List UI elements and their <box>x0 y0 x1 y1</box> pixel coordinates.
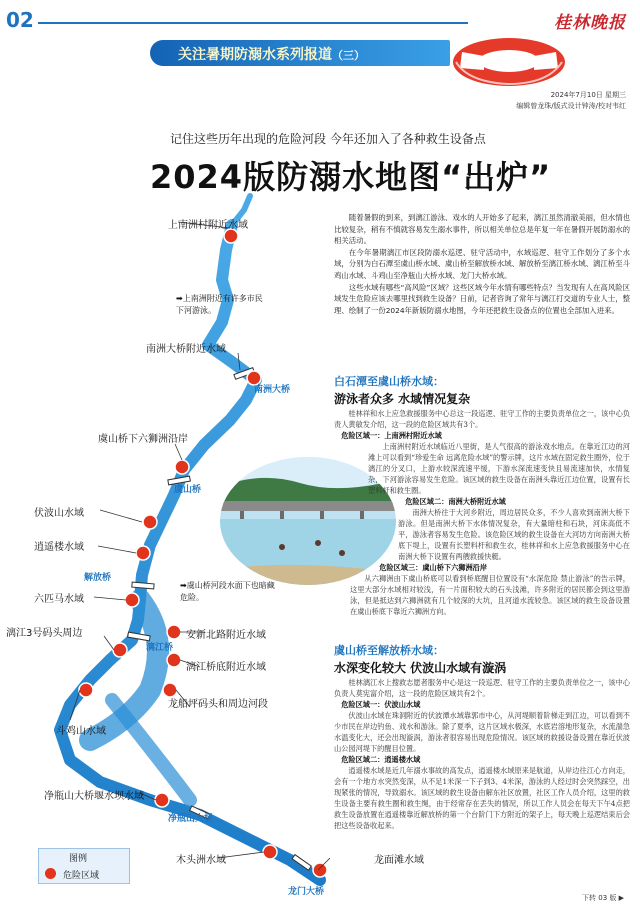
section1-subheading: 游泳者众多 水域情况复杂 <box>334 392 471 406</box>
series-number: （三） <box>332 49 365 62</box>
editor-credits: 编辑曾龙珠/版式设计钟涛/校对韦红 <box>516 102 626 110</box>
section2-lead: 桂林漓江水上搜救志愿者服务中心是这一段巡逻、驻守工作的主要负责单位之一，该中心负责人莫宪富介绍，这一段的危险区域共有2个。 <box>334 678 630 698</box>
photo-swimmers-image <box>0 170 162 318</box>
label-wharf3: 漓江3号码头周边 <box>6 628 83 639</box>
label-shangnanzhou: 上南洲村附近水域 <box>168 220 248 231</box>
section1-lead: 桂林祥和水上应急救援服务中心总这一段巡逻、驻守工作的主要负责单位之一，该中心负责人黄敏发介绍，这一段的危险区域共有3个。 <box>334 409 630 429</box>
danger-dot-icon <box>45 868 56 879</box>
caption-top-photo: ➡上南洲附近有许多市民下河游泳。 <box>176 294 263 315</box>
legend-title: 图例 <box>69 854 88 864</box>
caption-top-text: 上南洲附近有许多市民下河游泳。 <box>176 294 263 315</box>
bridge-lijiang: 漓江桥 <box>146 643 174 653</box>
zone-title: 危险区域一：伏波山水域 <box>341 700 421 709</box>
next-page-text: 下转 03 版 <box>582 894 617 902</box>
newspaper-logo: 桂林晚报 <box>554 13 626 33</box>
section2-body <box>334 677 630 831</box>
label-liushizhou: 虞山桥下六狮洲沿岸 <box>98 434 188 445</box>
intro-paragraph: 随着暑假的到来，到漓江游泳、戏水的人开始多了起来，漓江虽然清澈美丽，但水情也比较复杂，稍有不慎就容易发生溺水事件，所以相关单位总是年复一年在暑假开展防溺水的相关活动。 <box>334 213 630 246</box>
map-legend <box>38 848 130 884</box>
danger-marker <box>167 625 181 639</box>
zone-text: 从六狮洲由下虞山桥底可以看到桥底醒目位置设有“水深危险 禁止游泳”的告示牌，这里大部分水域相对较浅，有一片面积较大的石头浅滩，许多附近的居民都会到这里游泳，但是抵达到六狮洲就有几个较深的大坑，且河道水流较急。该区域的救生设备设置在虞山桥底下靠近六狮洲方向。 <box>350 574 630 616</box>
intro-paragraph: 这些水域有哪些“高风险”区域？这些区域今年水情有哪些特点？当发现有人在高风险区域发生危险应该去哪里找到救生设备？日前，记者咨询了常年与漓江打交道的专业人士，整理、绘制了一份2024年新版防溺水地图，今年还把救生设备点的位置也全部加入进来。 <box>334 282 630 315</box>
label-jingpingshan-dam: 净瓶山大桥堰水坝水域 <box>44 791 144 802</box>
intro-text <box>334 212 630 316</box>
label-lijiang-bridge-area: 漓江桥底附近水域 <box>186 662 266 673</box>
caption-circle-photo: ➡虞山桥河段水面下也暗藏危险。 <box>180 581 275 602</box>
label-longchuanping: 龙船坪码头和周边河段 <box>168 699 268 710</box>
intro-paragraph: 在今年暑期漓江市区段防溺水巡逻、驻守活动中，水域巡逻、驻守工作划分了多个水域，分别为白石潭至虞山桥水域、虞山桥至解放桥水域、解放桥至漓江桥水域、漓江桥至斗鸡山水域、斗鸡山至净瓶山大桥水域、龙门大桥水域。 <box>334 247 630 280</box>
danger-marker <box>143 515 157 529</box>
danger-marker <box>167 653 181 667</box>
zone-text: 上南洲村附近水域临近八里街，是人气很高的游泳戏水地点。在靠近江边的河滩上可以看到“珍爱生命 远离危险水域”的警示牌，这片水域在固定救生圈外，位于漓江的分叉口，上游水较深流速平缓，下游水深流速变快且易流速加快，水情复杂，下河游泳容易发生危险。该区域的救生设备在南洲头靠近江边位置，设置有长塑料杆和救生圈。 <box>368 442 630 495</box>
bridge-jiefang: 解放桥 <box>84 573 112 583</box>
danger-marker <box>313 863 327 877</box>
bridge-jingpingshan: 净瓶山大桥 <box>168 814 214 824</box>
headline-title: 2024版防溺水地图“出炉” <box>150 158 552 196</box>
zone-text: 南洲大桥往于大河乡附近，周边居民众多，不少人喜欢到南洲大桥下游泳。但是南洲大桥下水体情况复杂，有大量暗柱和石块，河床高低不平，游泳者容易发生危险。该危险区域的救生设备在大河坊方向南洲大桥底下堤上，设置有长塑料杆和救生衣，桂林祥和水上应急救援服务中心在南洲大桥下设置有两艘救援快艇。 <box>398 508 630 561</box>
label-xiaoyao: 逍遥楼水域 <box>34 542 84 553</box>
photo-swimmers <box>0 170 162 318</box>
label-longmiantan: 龙面滩水域 <box>374 855 424 866</box>
zone-title: 危险区域二：逍遥楼水域 <box>341 755 421 764</box>
headline-subtitle: 记住这些历年出现的危险河段 今年还加入了各种救生设备点 <box>170 132 486 146</box>
bridge-nanzhou: 南洲大桥 <box>254 385 291 395</box>
label-liupima: 六匹马水域 <box>34 594 84 605</box>
danger-marker <box>113 643 127 657</box>
section1-body <box>334 408 630 617</box>
label-doujishan: 斗鸡山水域 <box>56 726 106 737</box>
page-number: 02 <box>6 8 34 32</box>
danger-marker <box>263 845 277 859</box>
next-page-note: 下转 03 版 ▶ <box>582 894 624 902</box>
series-title <box>178 44 365 64</box>
zone-text: 逍遥楼水域是近几年溺水事故的高发点，逍遥楼水域原来是航道，从岸边往江心方向走，会有一个地方水突然变深，从不足1米深一下子到3、4米深，游泳的人经过时会突然踩空，出现紧张的情况，导致溺水。该区域的救生设备由解东社区放置，社区工作人员介绍，这里的救生设备主要有救生圈和救生绳，由于经常存在丢失的情况，所以工作人员会在每天下午4点把救生设备放置在逍遥楼靠近解放桥的第一个台阶门下方附近的架子上，每天晚上巡逻结束后会把这些设备收起来。 <box>334 766 630 830</box>
zone-text: 伏波山水域在珠洞附近的伏波潭水域靠郭市中心，从河堤顺着阶梯走到江边，可以看到不少市民在岸边钓鱼、戏水和游泳。除了夏季，这片区域水极深，水底岩溶地形复杂，水流湍急水温变化大，还会出现漩涡，游泳者很容易出现危险情况。该区域的救援设备设置在靠近伏波山公园河堤下的醒目位置。 <box>334 711 630 753</box>
danger-marker <box>125 593 139 607</box>
bridge-yushan: 虞山桥 <box>174 485 202 495</box>
section1-heading: 白石潭至虞山桥水域： <box>334 375 444 388</box>
life-buoy-icon <box>448 32 570 92</box>
series-title-text: 关注暑期防溺水系列报道 <box>178 47 332 63</box>
danger-marker <box>136 546 150 560</box>
danger-marker <box>224 229 238 243</box>
label-nanzhou-bridge-area: 南洲大桥附近水域 <box>146 344 226 355</box>
danger-marker <box>79 683 93 697</box>
bridge-longmen: 龙门大桥 <box>288 887 325 897</box>
caption-circle-text: 虞山桥河段水面下也暗藏危险。 <box>180 581 275 602</box>
issue-date: 2024年7月10日 星期三 <box>550 91 626 99</box>
label-fubo: 伏波山水域 <box>34 508 84 519</box>
header-rule <box>38 22 468 24</box>
section2-heading: 虞山桥至解放桥水域： <box>334 644 444 657</box>
zone-title: 危险区域三：虞山桥下六狮洲沿岸 <box>379 563 488 572</box>
label-anxinbeilu: 安新北路附近水域 <box>186 630 266 641</box>
section2-subheading: 水深变化较大 伏波山水域有漩涡 <box>334 661 507 675</box>
zone-title: 危险区域一：上南洲村附近水域 <box>341 431 442 440</box>
danger-marker <box>175 460 189 474</box>
label-mutouzhou: 木头洲水域 <box>176 855 226 866</box>
danger-marker <box>155 793 169 807</box>
legend-label: 危险区域 <box>63 871 100 881</box>
zone-title: 危险区域二：南洲大桥附近水域 <box>405 497 506 506</box>
